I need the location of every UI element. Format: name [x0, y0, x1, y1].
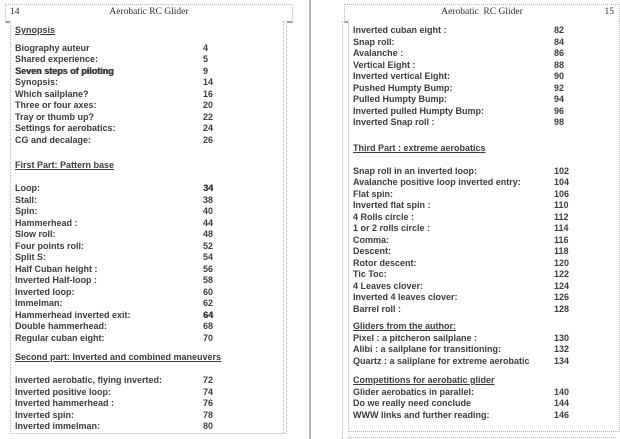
toc-entry — [15, 100, 284, 112]
toc-entry-page: 56 — [203, 263, 214, 274]
toc-entry — [15, 421, 284, 433]
toc-entry — [15, 310, 284, 322]
toc-entry-label: Half Cuban height : — [15, 263, 98, 274]
toc-entry — [353, 333, 617, 345]
toc-entry-label: Inverted spin: — [15, 409, 75, 420]
toc-entry — [15, 206, 284, 218]
toc-entry-label: Tic Toc: — [353, 269, 387, 279]
toc-content-box — [10, 21, 287, 434]
toc-entry — [353, 410, 617, 422]
toc-entry-page: 26 — [203, 134, 214, 145]
toc-entry-label: Tray or thumb up? — [15, 111, 95, 122]
toc-entry — [353, 189, 617, 201]
toc-entry-label: Regular cuban eight: — [15, 332, 105, 343]
toc-entry — [353, 356, 617, 368]
toc-entry-label: Slow roll: — [15, 229, 56, 239]
toc-entry-label: CG and decalage: — [15, 134, 92, 145]
toc-entry-page: 122 — [554, 269, 570, 279]
toc-entry-label: Comma: — [353, 234, 390, 245]
toc-entry — [15, 135, 284, 147]
toc-entry-label: 1 or 2 rolls circle : — [353, 223, 431, 233]
toc-entry — [15, 112, 284, 124]
toc-entry-label: Snap roll: — [353, 36, 395, 47]
toc-entry-page: 84 — [554, 36, 565, 47]
toc-entry — [15, 229, 284, 241]
toc-entry-label: Glider aerobatics in parallel: — [353, 386, 475, 397]
toc-entry-label: Vertical Eight : — [353, 59, 416, 70]
toc-entry-label: Immelman: — [15, 298, 63, 308]
toc-entry — [15, 398, 284, 410]
toc-entry-label: Alibi : a sailplane for transitioning: — [353, 344, 502, 354]
page-number: 15 — [604, 7, 614, 17]
toc-entry-label: Flat spin: — [353, 188, 393, 199]
toc-heading-row — [15, 160, 284, 172]
toc-entry-label: Pixel : a pitcheron sailplane : — [353, 332, 478, 343]
toc-entry — [15, 410, 284, 422]
toc-section-heading: First Part: Pattern base — [15, 160, 115, 170]
toc-entry-page: 118 — [554, 246, 569, 256]
toc-entry-label: Hammerhead : — [15, 217, 78, 228]
toc-entry-page: 62 — [203, 298, 214, 308]
toc-entry-label: Inverted cuban eight : — [353, 25, 447, 35]
toc-entry-label: Seven steps of piloting — [15, 65, 114, 76]
toc-entry-page: 128 — [554, 303, 570, 314]
toc-section-heading: Third Part : extreme aerobatics — [353, 142, 486, 153]
toc-entry-label: Inverted Snap roll : — [353, 117, 435, 127]
toc-entry — [353, 387, 617, 399]
toc-entry-page: 24 — [203, 123, 214, 133]
page-right — [312, 0, 620, 439]
toc-entry-page: 92 — [554, 82, 565, 93]
toc-entry-label: Avalanche positive loop inverted entry: — [353, 177, 521, 187]
toc-entry — [353, 177, 617, 189]
toc-entry-label: Pulled Humpty Bump: — [353, 94, 447, 104]
toc-entry-page: 96 — [554, 105, 565, 116]
toc-entry — [15, 252, 284, 264]
toc-entry-page: 98 — [554, 117, 565, 127]
toc-entry — [353, 117, 617, 129]
toc-entry — [15, 287, 284, 299]
toc-entry-page: 38 — [203, 194, 214, 205]
toc-entry-page: 126 — [554, 292, 570, 302]
toc-entry-page: 72 — [203, 375, 214, 385]
toc-entry-page: 124 — [554, 280, 570, 291]
toc-entry-label: Inverted hammerhead : — [15, 398, 115, 408]
toc-entry — [353, 48, 617, 60]
toc-entry — [353, 106, 617, 118]
toc-entry-label: Inverted flat spin : — [353, 200, 431, 210]
toc-entry-label: Double hammerhead: — [15, 321, 108, 331]
toc-entry — [353, 25, 617, 37]
toc-rows — [15, 25, 284, 433]
toc-entry-page: 104 — [554, 177, 570, 187]
toc-entry-page: 54 — [203, 252, 214, 262]
toc-entry-label: Stall: — [15, 194, 38, 205]
toc-entry-page: 140 — [554, 386, 570, 397]
toc-entry — [353, 60, 617, 72]
toc-entry-label: Rotor descent: — [353, 257, 417, 268]
toc-entry-page: 144 — [554, 398, 570, 408]
toc-entry-page: 80 — [203, 421, 214, 431]
toc-entry-page: 102 — [554, 165, 570, 176]
toc-entry-page: 22 — [203, 111, 214, 122]
toc-entry — [15, 123, 284, 135]
toc-section-heading: Synopsis — [15, 25, 56, 35]
toc-entry — [15, 275, 284, 287]
toc-entry-page: 106 — [554, 188, 570, 199]
toc-entry-page: 94 — [554, 94, 565, 104]
toc-entry-page: 70 — [203, 332, 214, 343]
toc-entry-page: 60 — [203, 286, 214, 297]
toc-heading-row — [353, 375, 617, 387]
toc-entry-page: 64 — [203, 309, 214, 320]
toc-entry-label: 4 Rolls circle : — [353, 211, 415, 222]
toc-entry-label: Four points roll: — [15, 240, 84, 251]
toc-entry-label: Hammerhead inverted exit: — [15, 309, 131, 320]
toc-section-heading: Gliders from the author: — [353, 321, 457, 331]
toc-entry — [353, 398, 617, 410]
toc-entry-page: 130 — [554, 332, 570, 343]
toc-heading-row — [15, 25, 284, 37]
toc-entry-page: 52 — [203, 240, 214, 251]
toc-entry-label: Inverted 4 leaves clover: — [353, 292, 458, 302]
toc-entry-label: Settings for aerobatics: — [15, 123, 116, 133]
toc-entry — [353, 258, 617, 270]
toc-entry-label: Shared experience: — [15, 54, 99, 64]
toc-entry — [15, 66, 284, 78]
page-bottom-edge-line — [348, 437, 616, 438]
toc-entry-label: Three or four axes: — [15, 100, 97, 110]
toc-entry — [15, 321, 284, 333]
toc-rows — [353, 25, 617, 421]
toc-entry — [15, 183, 284, 195]
toc-entry-label: Do we really need conclude — [353, 398, 472, 408]
toc-entry — [15, 77, 284, 89]
toc-entry — [353, 223, 617, 235]
toc-entry-label: Descent: — [353, 246, 392, 256]
toc-entry-label: Snap roll in an inverted loop: — [353, 165, 478, 176]
toc-entry-page: 76 — [203, 398, 214, 408]
toc-entry — [15, 218, 284, 230]
toc-entry — [353, 200, 617, 212]
toc-entry — [15, 298, 284, 310]
toc-entry-label: Which sailplane? — [15, 88, 89, 99]
toc-entry-label: Inverted aerobatic, flying inverted: — [15, 375, 163, 385]
toc-entry-label: 4 Leaves clover: — [353, 280, 424, 291]
toc-entry — [353, 304, 617, 316]
toc-entry-page: 68 — [203, 321, 214, 331]
toc-entry — [15, 241, 284, 253]
toc-entry-page: 134 — [554, 355, 570, 366]
toc-entry — [15, 89, 284, 101]
toc-entry-page: 114 — [554, 223, 569, 233]
toc-entry — [353, 83, 617, 95]
toc-entry-label: Avalanche : — [353, 48, 404, 58]
toc-entry — [353, 71, 617, 83]
toc-entry-page: 74 — [203, 386, 214, 397]
toc-entry-label: Biography auteur — [15, 42, 90, 53]
toc-entry — [353, 212, 617, 224]
toc-entry-page: 132 — [554, 344, 570, 354]
toc-entry-page: 40 — [203, 206, 214, 216]
toc-entry-page: 4 — [203, 42, 209, 53]
toc-heading-row — [15, 352, 284, 364]
toc-entry-label: Inverted loop: — [15, 286, 75, 297]
toc-entry — [353, 281, 617, 293]
toc-entry-page: 120 — [554, 257, 570, 268]
toc-entry-label: Synopsis: — [15, 77, 59, 87]
toc-entry-page: 82 — [554, 25, 565, 35]
toc-entry — [15, 387, 284, 399]
toc-section-heading: Second part: Inverted and combined maneuvers — [15, 352, 222, 362]
page-number: 14 — [10, 7, 20, 17]
toc-entry-page: 14 — [203, 77, 214, 87]
page-divider — [309, 0, 311, 439]
toc-entry — [353, 37, 617, 49]
toc-entry-label: Pushed Humpty Bump: — [353, 82, 453, 93]
toc-entry-page: 58 — [203, 275, 214, 285]
toc-entry — [15, 375, 284, 387]
toc-entry — [353, 235, 617, 247]
toc-entry-page: 20 — [203, 100, 214, 110]
page-left — [0, 0, 308, 439]
toc-entry — [353, 94, 617, 106]
toc-entry-page: 78 — [203, 409, 214, 420]
toc-entry-label: Inverted Half-loop : — [15, 275, 98, 285]
toc-entry — [15, 195, 284, 207]
toc-entry-page: 34 — [203, 183, 214, 193]
toc-entry-page: 88 — [554, 59, 565, 70]
toc-entry-page: 146 — [554, 409, 570, 420]
toc-entry — [353, 344, 617, 356]
toc-entry-page: 44 — [203, 217, 214, 228]
toc-entry-page: 48 — [203, 229, 214, 239]
page-title: Aerobatic RC Glider — [441, 7, 523, 17]
toc-content-box — [348, 21, 620, 432]
toc-entry-page: 5 — [203, 54, 209, 64]
toc-entry — [15, 43, 284, 55]
toc-entry-label: Inverted positive loop: — [15, 386, 112, 397]
toc-entry-page: 86 — [554, 48, 565, 58]
toc-entry — [353, 292, 617, 304]
toc-entry — [15, 54, 284, 66]
toc-section-heading: Competitions for aerobatic glider — [353, 375, 495, 385]
page-title: Aerobatic RC Glider — [109, 7, 189, 17]
toc-entry-page: 112 — [554, 211, 569, 222]
toc-entry — [15, 264, 284, 276]
toc-entry-label: Inverted vertical Eight: — [353, 71, 451, 81]
toc-entry — [353, 269, 617, 281]
toc-entry-label: Loop: — [15, 183, 40, 193]
toc-entry-label: Inverted immelman: — [15, 421, 101, 431]
toc-entry-label: Inverted pulled Humpty Bump: — [353, 105, 485, 116]
toc-entry-page: 16 — [203, 88, 214, 99]
toc-entry — [353, 246, 617, 258]
toc-entry-label: Spin: — [15, 206, 38, 216]
toc-entry-label: WWW links and further reading: — [353, 409, 490, 420]
toc-entry — [15, 333, 284, 345]
toc-entry-label: Split S: — [15, 252, 46, 262]
toc-entry-page: 90 — [554, 71, 565, 81]
toc-entry-page: 110 — [554, 200, 569, 210]
toc-entry-label: Barrel roll : — [353, 303, 402, 314]
toc-entry-label: Quartz : a sailplane for extreme aerobatic — [353, 355, 530, 366]
toc-entry-page: 9 — [203, 65, 209, 76]
toc-entry — [353, 166, 617, 178]
toc-entry-page: 116 — [554, 234, 569, 245]
toc-heading-row — [353, 143, 617, 155]
toc-heading-row — [353, 321, 617, 333]
